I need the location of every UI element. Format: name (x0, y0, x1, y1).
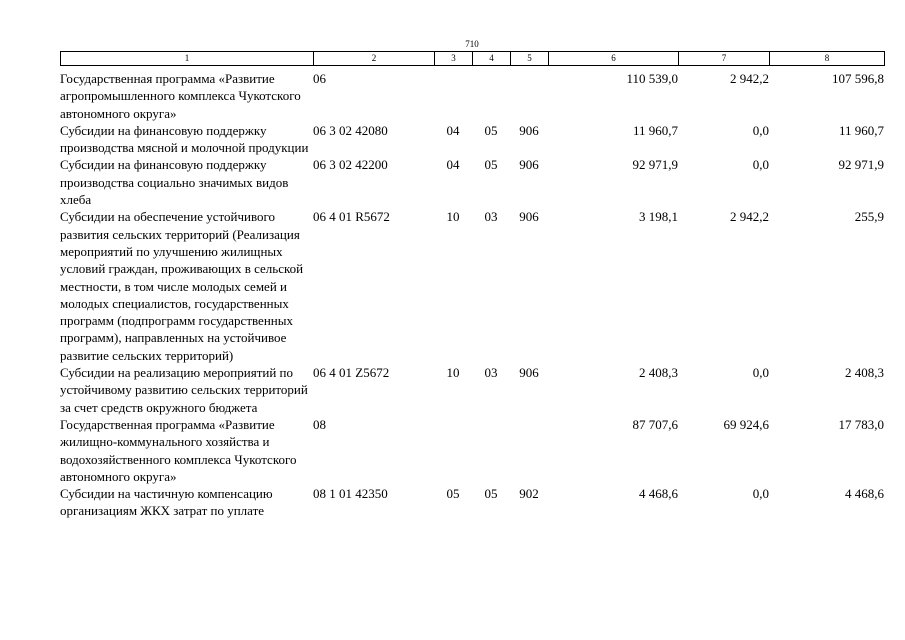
row-subsection: 03 (484, 365, 498, 381)
row-section (434, 416, 472, 485)
row-federal: 0,0 (752, 157, 769, 173)
row-agency-code (510, 70, 548, 122)
row-subsection: 05 (484, 122, 498, 138)
table-row (60, 122, 884, 157)
header-cell: 6 (549, 52, 679, 66)
row-regional: 17 783,0 (838, 416, 884, 432)
header-cell: 4 (473, 52, 511, 66)
header-cell: 8 (770, 52, 885, 66)
row-target-code: 08 (313, 416, 326, 432)
row-subsection (472, 416, 510, 485)
header-cell: 2 (314, 52, 435, 66)
row-total: 3 198,1 (639, 209, 678, 225)
budget-table (60, 70, 884, 520)
row-target-code: 06 4 01 Z5672 (313, 365, 390, 381)
row-target-code: 06 3 02 42200 (313, 157, 388, 173)
row-name: Субсидии на финансовую поддержку производства социально значимых видов хлеба (60, 157, 289, 208)
row-section: 04 (446, 122, 460, 138)
row-regional: 107 596,8 (832, 71, 884, 86)
row-subsection: 03 (484, 209, 498, 225)
row-regional: 92 971,9 (838, 157, 884, 173)
row-target-code: 08 1 01 42350 (313, 486, 388, 502)
row-name: Субсидии на частичную компенсацию организациям ЖКХ затрат по уплате (60, 486, 273, 519)
row-name: Субсидии на обеспечение устойчивого развития сельских территорий (Реализация мероприятий по улучшению жилищных условий граждан, проживающих в сельской местности, в том числе молодых семей и молодых специалистов, государственных программ (подпрограмм государственных программ), направленных на устойчивое развитие сельских территорий) (60, 209, 304, 363)
page-number: 710 (465, 39, 479, 49)
table-row (60, 156, 884, 208)
row-agency-code (510, 416, 548, 485)
row-total: 4 468,6 (639, 486, 678, 502)
column-number-header (60, 51, 885, 66)
row-federal: 0,0 (752, 365, 769, 381)
header-cell: 3 (435, 52, 473, 66)
row-total: 11 960,7 (632, 122, 678, 138)
header-cell: 1 (61, 52, 314, 66)
row-target-code: 06 3 02 42080 (313, 122, 388, 138)
row-federal: 0,0 (752, 486, 769, 502)
row-regional: 2 408,3 (845, 365, 884, 381)
header-row (61, 52, 885, 66)
row-name: Государственная программа «Развитие жилищно-коммунального хозяйства и водохозяйственного комплекса Чукотского автономного округа» (60, 416, 297, 484)
row-agency-code: 902 (519, 486, 539, 502)
row-regional: 11 960,7 (838, 122, 884, 138)
row-subsection (472, 70, 510, 122)
row-section: 10 (446, 209, 460, 225)
row-total: 92 971,9 (632, 157, 678, 173)
row-total: 2 408,3 (639, 365, 678, 381)
row-total: 87 707,6 (632, 416, 678, 432)
row-name: Субсидии на финансовую поддержку производства мясной и молочной продукции (60, 122, 309, 156)
row-agency-code: 906 (519, 365, 539, 381)
row-name: Субсидии на реализацию мероприятий по устойчивому развитию сельских территорий за счет средств окружного бюджета (60, 365, 308, 415)
row-section: 04 (446, 157, 460, 173)
table-row (60, 416, 884, 485)
row-subsection: 05 (484, 157, 498, 173)
table-row (60, 208, 884, 364)
row-regional: 4 468,6 (845, 486, 884, 502)
row-section: 10 (446, 365, 460, 381)
row-regional: 255,9 (854, 209, 884, 225)
row-agency-code: 906 (519, 122, 539, 138)
row-subsection: 05 (484, 486, 498, 502)
row-target-code: 06 4 01 R5672 (313, 209, 390, 225)
row-section (434, 70, 472, 122)
row-agency-code: 906 (519, 157, 539, 173)
header-cell: 5 (511, 52, 549, 66)
row-federal: 2 942,2 (730, 71, 769, 86)
row-federal: 2 942,2 (730, 209, 769, 225)
row-target-code: 06 (313, 71, 326, 86)
row-name: Государственная программа «Развитие агропромышленного комплекса Чукотского автономного округа» (60, 71, 301, 121)
row-section: 05 (446, 486, 460, 502)
table-row (60, 364, 884, 416)
row-total: 110 539,0 (626, 71, 678, 86)
header-cell: 7 (679, 52, 770, 66)
table-row (60, 70, 884, 122)
row-agency-code: 906 (519, 209, 539, 225)
row-federal: 0,0 (752, 122, 769, 138)
row-federal: 69 924,6 (723, 416, 769, 432)
table-row (60, 485, 884, 520)
